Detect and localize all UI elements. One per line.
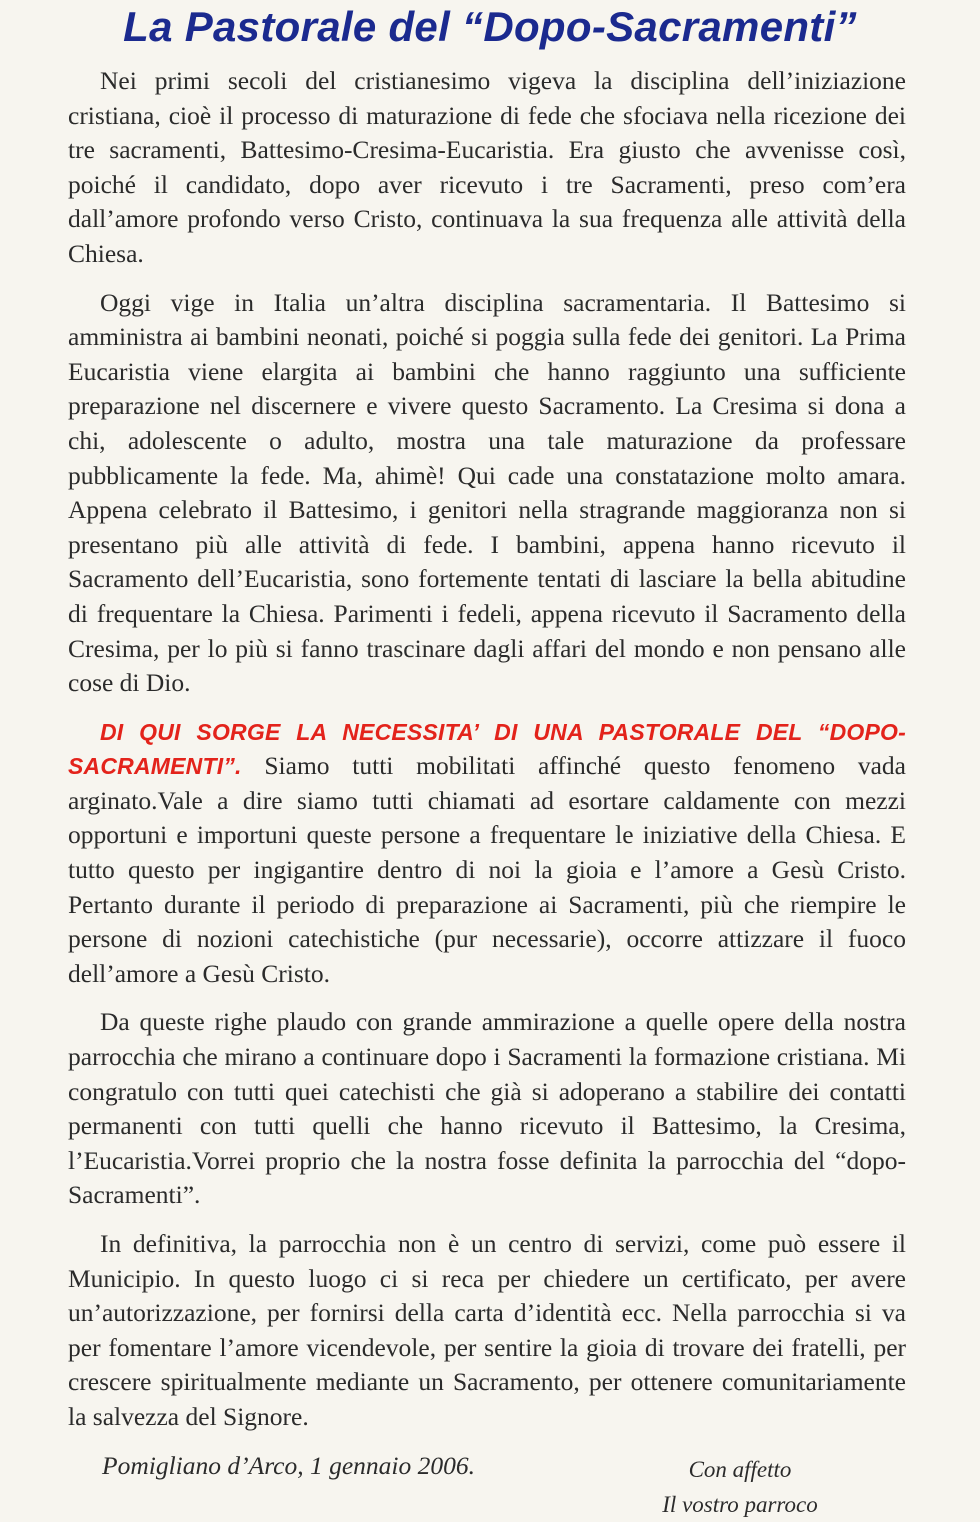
paragraph-history: Nei primi secoli del cristianesimo vigeva la disciplina dell’iniziazione cristiana, cioè il processo di maturazione di fede che sfociava nella ricezione dei tre sacramenti, Battesimo-Cresima-Eucaristia. Era giusto che avvenisse così, poiché il candidato, dopo aver ricevuto i tre Sacramenti, preso com’era dall’amore profondo verso Cristo, continuava la sua frequenza alle attività della Chiesa. — [68, 66, 906, 268]
necessity-highlight: DI QUI SORGE LA NECESSITA’ DI UNA PASTORALE DEL “DOPO-SACRAMENTI”. — [68, 718, 906, 780]
page-title: La Pastorale del “Dopo-Sacramenti” — [123, 3, 857, 50]
signature-author: Il vostro parroco — [662, 1492, 818, 1517]
paragraph-congratulations: Da queste righe plaudo con grande ammirazione a quelle opere della nostra parrocchia che mirano a continuare dopo i Sacramenti la formazione cristiana. Mi congratulo con tutti quei catechisti che già si adoperano a stabilire dei contatti permanenti con tutti quelli che hanno ricevuto il Battesimo, la Cresima, l’Eucaristia.Vorrei proprio che la nostra fosse definita la parrocchia del “dopo-Sacramenti”. — [68, 1007, 906, 1210]
paragraph-conclusion: In definitiva, la parrocchia non è un centro di servizi, come può essere il Municipio. In questo luogo ci si reca per chiedere un certificato, per avere un’autorizzazione, per fornirsi della carta d’identità ecc. Nella parrocchia si va per fomentare l’amore vicendevole, per sentire la gioia di trovare dei fratelli, per crescere spiritualmente mediante un Sacramento, per ottenere comunitariamente la salvezza del Signore. — [68, 1229, 906, 1431]
signature-block — [620, 1452, 860, 1522]
date-line: Pomigliano d’Arco, 1 gennaio 2006. — [102, 1450, 476, 1480]
article-body — [68, 64, 906, 1483]
signature-greeting: Con affetto — [688, 1457, 792, 1482]
paragraph-today: Oggi vige in Italia un’altra disciplina sacramentaria. Il Battesimo si amministra ai bambini neonati, poiché si poggia sulla fede dei genitori. La Prima Eucaristia viene elargita ai bambini che hanno raggiunto una sufficiente preparazione nel discernere e vivere questo Sacramento. La Cresima si dona a chi, adolescente o adulto, mostra una tale maturazione da professare pubblicamente la fede. Ma, ahimè! Qui cade una constatazione molto amara. Appena celebrato il Battesimo, i genitori nella stragrande maggioranza non si presentano più alle attività di fede. I bambini, appena hanno ricevuto il Sacramento dell’Eucaristia, sono fortemente tentati di lasciare la bella abitudine di frequentare la Chiesa. Parimenti i fedeli, appena ricevuto il Sacramento della Cresima, per lo più si fanno trascinare dagli affari del mondo e non pensano alle cose di Dio. — [68, 287, 906, 698]
paragraph-necessity — [68, 715, 906, 992]
necessity-text: Siamo tutti mobilitati affinché questo fenomeno vada arginato.Vale a dire siamo tutti chiamati ad esortare caldamente con mezzi opportuni e importuni queste persone a frequentare le iniziative della Chiesa. E tutto questo per ingigantire dentro di noi la gioia e l’amore a Gesù Cristo. Pertanto durante il periodo di preparazione ai Sacramenti, più che riempire le persone di nozioni catechistiche (pur necessarie), occorre attizzare il fuoco dell’amore a Gesù Cristo. — [68, 751, 906, 988]
